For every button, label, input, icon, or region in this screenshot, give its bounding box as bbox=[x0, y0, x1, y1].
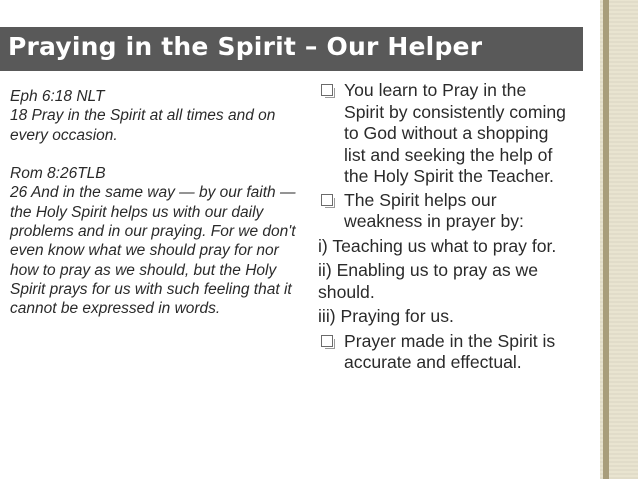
bullet-item bbox=[318, 331, 568, 374]
bullet-text: Prayer made in the Spirit is accurate and effectual. bbox=[344, 330, 556, 372]
teaching-column bbox=[318, 80, 568, 376]
checkbox-bullet-icon bbox=[321, 335, 333, 347]
scripture-verse-eph: 18 Pray in the Spirit at all times and on every occasion. bbox=[10, 107, 276, 144]
bullet-item bbox=[318, 80, 568, 188]
title-bar bbox=[0, 27, 583, 71]
numbered-item: iii) Praying for us. bbox=[318, 306, 454, 326]
scripture-verse-rom: 26 And in the same way — by our faith — the Holy Spirit helps us with our daily problems and in our praying. For we don't even know what we should pray for nor how to pray as we should, but the Holy Spirit prays for us with such feeling that it cannot be expressed in words. bbox=[10, 184, 296, 318]
checkbox-bullet-icon bbox=[321, 84, 333, 96]
bullet-text: You learn to Pray in the Spirit by consistently coming to God without a shopping list and seeking the help of the Holy Spirit the Teacher. bbox=[344, 80, 566, 186]
slide-title: Praying in the Spirit – Our Helper bbox=[8, 32, 483, 61]
bullet-item bbox=[318, 190, 568, 233]
numbered-item: i) Teaching us what to pray for. bbox=[318, 235, 557, 256]
checkbox-bullet-icon bbox=[321, 194, 333, 206]
bullet-text: The Spirit helps our weakness in prayer by: bbox=[344, 189, 524, 231]
side-strip-stripe bbox=[603, 0, 609, 479]
spacer bbox=[10, 145, 310, 164]
scripture-reference-eph: Eph 6:18 NLT bbox=[10, 88, 105, 105]
scripture-column bbox=[10, 87, 310, 319]
scripture-reference-rom: Rom 8:26TLB bbox=[10, 165, 106, 183]
numbered-item: ii) Enabling us to pray as we should. bbox=[318, 260, 539, 302]
decorative-side-strip bbox=[600, 0, 638, 479]
